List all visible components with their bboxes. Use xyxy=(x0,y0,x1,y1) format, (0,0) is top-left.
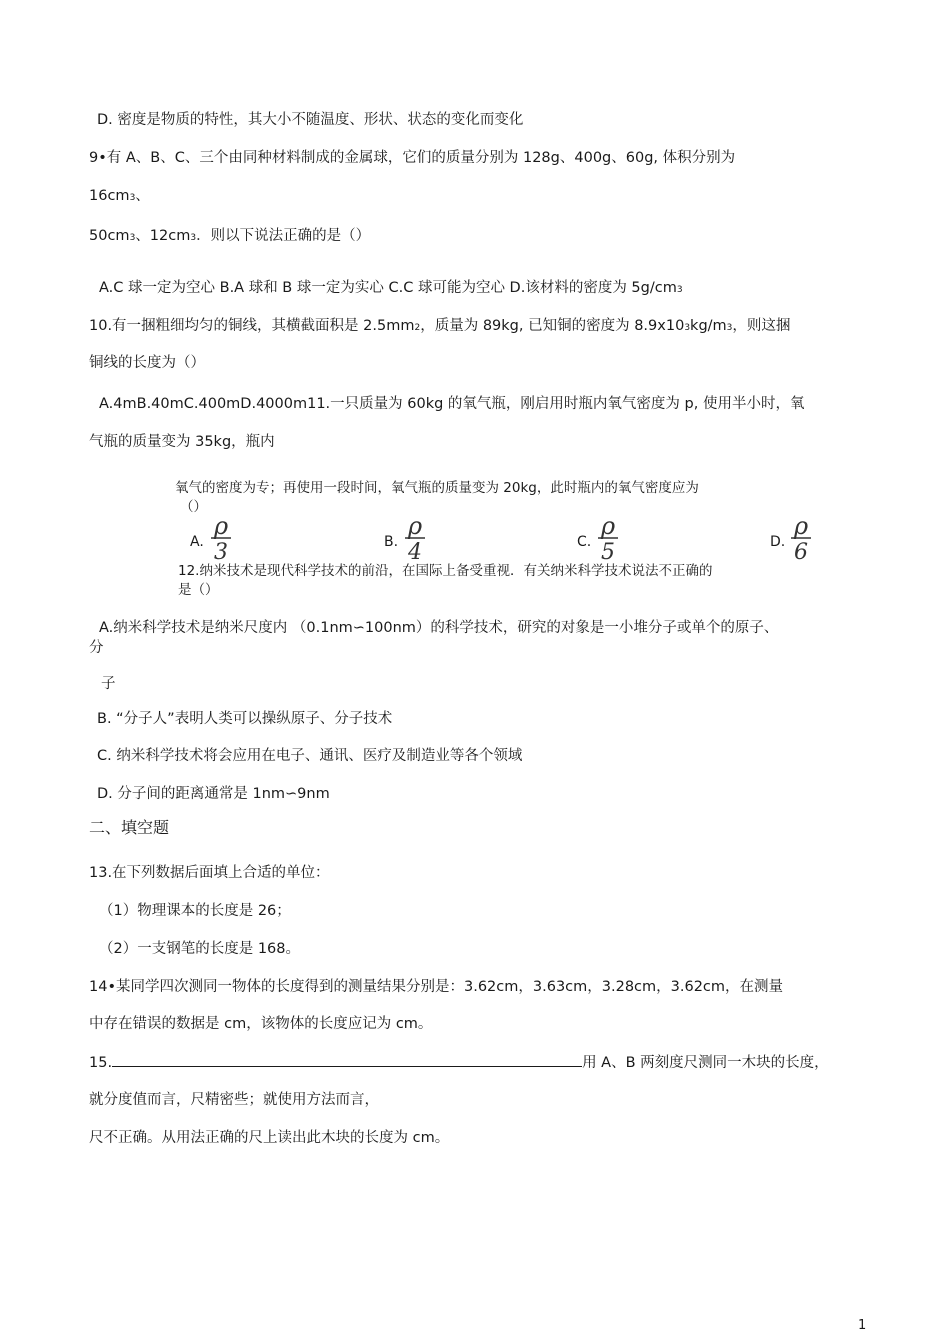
q12-option-c: C. 纳米科学技术将会应用在电子、通讯、医疗及制造业等各个领域 xyxy=(97,748,523,764)
q9-stem-line1: 9•有 A、B、C、三个由同种材料制成的金属球，它们的质量分别为 128g、400g、60g, 体积分别为 xyxy=(89,150,736,166)
q9-stem-line3: 50cm3、12cm3．则以下说法正确的是（） xyxy=(89,228,371,244)
q15-stem-line2: 就分度值而言，尺精密些；就使用方法而言， xyxy=(89,1092,379,1108)
fraction-rho-over-3 xyxy=(210,514,232,562)
svg-text:6: 6 xyxy=(794,540,808,562)
svg-text:5: 5 xyxy=(601,540,615,562)
q9-stem-line2: 16cm3、 xyxy=(89,188,150,204)
q13-stem: 13.在下列数据后面填上合适的单位： xyxy=(89,865,330,881)
q10-stem-line1: 10.有一捆粗细均匀的铜线，其横截面积是 2.5mm2，质量为 89kg, 已知铜的密度为 8.9x103kg/m3，则这捆 xyxy=(89,318,791,334)
svg-text:ρ: ρ xyxy=(600,514,616,540)
q15-stem-line3: 尺不正确。从用法正确的尺上读出此木块的长度为 cm。 xyxy=(89,1130,450,1146)
answer-blank xyxy=(112,1052,582,1067)
q12-option-a-line3: 子 xyxy=(101,676,116,692)
section-title-fill-blank: 二、填空题 xyxy=(89,818,170,837)
q11-stem-line3: 氧气的密度为专；再使用一段时间，氧气瓶的质量变为 20kg，此时瓶内的氧气密度应为 xyxy=(175,480,699,496)
q12-option-b: B. “分子人”表明人类可以操纵原子、分子技术 xyxy=(97,711,393,727)
svg-text:ρ: ρ xyxy=(213,514,229,540)
q8-option-d: D. 密度是物质的特性，其大小不随温度、形状、状态的变化而变化 xyxy=(97,112,524,128)
q12-stem-line2: 是（） xyxy=(178,582,219,598)
svg-text:3: 3 xyxy=(214,540,228,562)
q10-stem-line2: 铜线的长度为（） xyxy=(89,355,205,371)
q11-stem-line4: （） xyxy=(180,499,207,515)
q12-option-d: D. 分子间的距离通常是 1nm∽9nm xyxy=(97,786,330,802)
q14-stem-line1: 14•某同学四次测同一物体的长度得到的测量结果分别是：3.62cm，3.63cm，3.28cm，3.62cm，在测量 xyxy=(89,979,784,995)
svg-text:ρ: ρ xyxy=(407,514,423,540)
svg-text:4: 4 xyxy=(408,540,422,562)
fraction-rho-over-6 xyxy=(790,514,812,562)
fraction-rho-over-4 xyxy=(404,514,426,562)
q11-stem-line2: 气瓶的质量变为 35kg，瓶内 xyxy=(89,434,275,450)
q10-options-q11-stem: A.4mB.40mC.400mD.4000m11.一只质量为 60kg 的氧气瓶，刚启用时瓶内氧气密度为 p, 使用半小时，氧 xyxy=(99,396,805,412)
q9-options: A.C 球一定为空心 B.A 球和 B 球一定为实心 C.C 球可能为空心 D.该材料的密度为 5g/cm3 xyxy=(99,280,683,296)
q13-part1: （1）物理课本的长度是 26； xyxy=(99,903,291,919)
q12-stem-line1: 12.纳米技术是现代科学技术的前沿，在国际上备受重视．有关纳米科学技术说法不正确的 xyxy=(178,563,713,579)
fraction-rho-over-5 xyxy=(597,514,619,562)
q15-stem-line1: 15. 用 A、B 两刻度尺测同一木块的长度， xyxy=(89,1052,829,1073)
q12-option-a-line2: 分 xyxy=(89,640,104,656)
page-number: 1 xyxy=(858,1318,867,1333)
svg-text:ρ: ρ xyxy=(793,514,809,540)
q12-option-a-line1: A.纳米科学技术是纳米尺度内 （0.1nm∽100nm）的科学技术，研究的对象是一小堆分子或单个的原子、 xyxy=(99,620,779,636)
q14-stem-line2: 中存在错误的数据是 cm，该物体的长度应记为 cm。 xyxy=(89,1016,433,1032)
q13-part2: （2）一支钢笔的长度是 168。 xyxy=(99,941,301,957)
